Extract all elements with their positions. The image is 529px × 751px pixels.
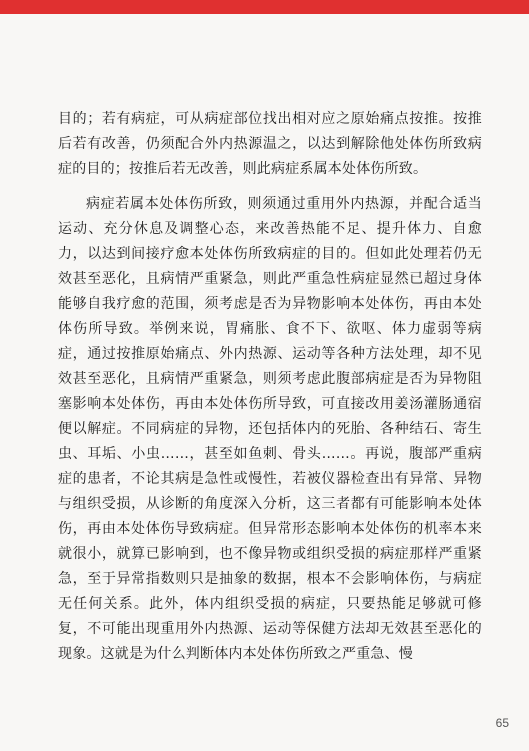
paragraph-main: 病症若属本处体伤所致，则须通过重用外内热源，并配合适当运动、充分休息及调整心态，来改善热能不足、提升体力、自愈力，以达到间接疗愈本处体伤所致病症的目的。但如此处理若仍无效甚至恶化，且病情严重紧急，则此严重急性病症显然已超过身体能够自我疗愈的范围，须考虑是否为异物影响本处体伤，再由本处体伤所导致。举例来说，胃痛胀、食不下、欲呕、体力虚弱等病症，通过按推原始痛点、外内热源、运动等各种方法处理，却不见效甚至恶化，且病情严重紧急，则须考虑此腹部病症是否为异物阻塞影响本处体伤，再由本处体伤所导致，可直接改用姜汤灌肠通宿便以解症。不同病症的异物，还包括体内的死胎、各种结石、寄生虫、耳垢、小虫……，甚至如鱼刺、骨头……。再说，腹部严重病症的患者，不论其病是急性或慢性，若被仪器检查出有异常、异物与组织受损，从诊断的角度深入分析，这三者都有可能影响本处体伤，再由本处体伤导致病症。但异常形态影响本处体伤的机率本来就很小，就算已影响到，也不像异物或组织受损的病症那样严重紧急，至于异常指数则只是抽象的数据，根本不会影响体伤，与病症无任何关系。此外，体内组织受损的病症，只要热能足够就可修复，不可能出现重用外内热源、运动等保健方法却无效甚至恶化的现象。这就是为什么判断体内本处体伤所致之严重急、慢 xyxy=(58,196,482,662)
page-number: 65 xyxy=(495,716,509,730)
page-body xyxy=(58,107,482,667)
paragraph-continued: 目的；若有病症，可从病症部位找出相对应之原始痛点按推。按推后若有改善，仍须配合外内热源温之，以达到解除他处体伤所致病症的目的；按推后若无改善，则此病症系属本处体伤所致。 xyxy=(58,111,482,177)
top-red-bar xyxy=(0,0,529,14)
